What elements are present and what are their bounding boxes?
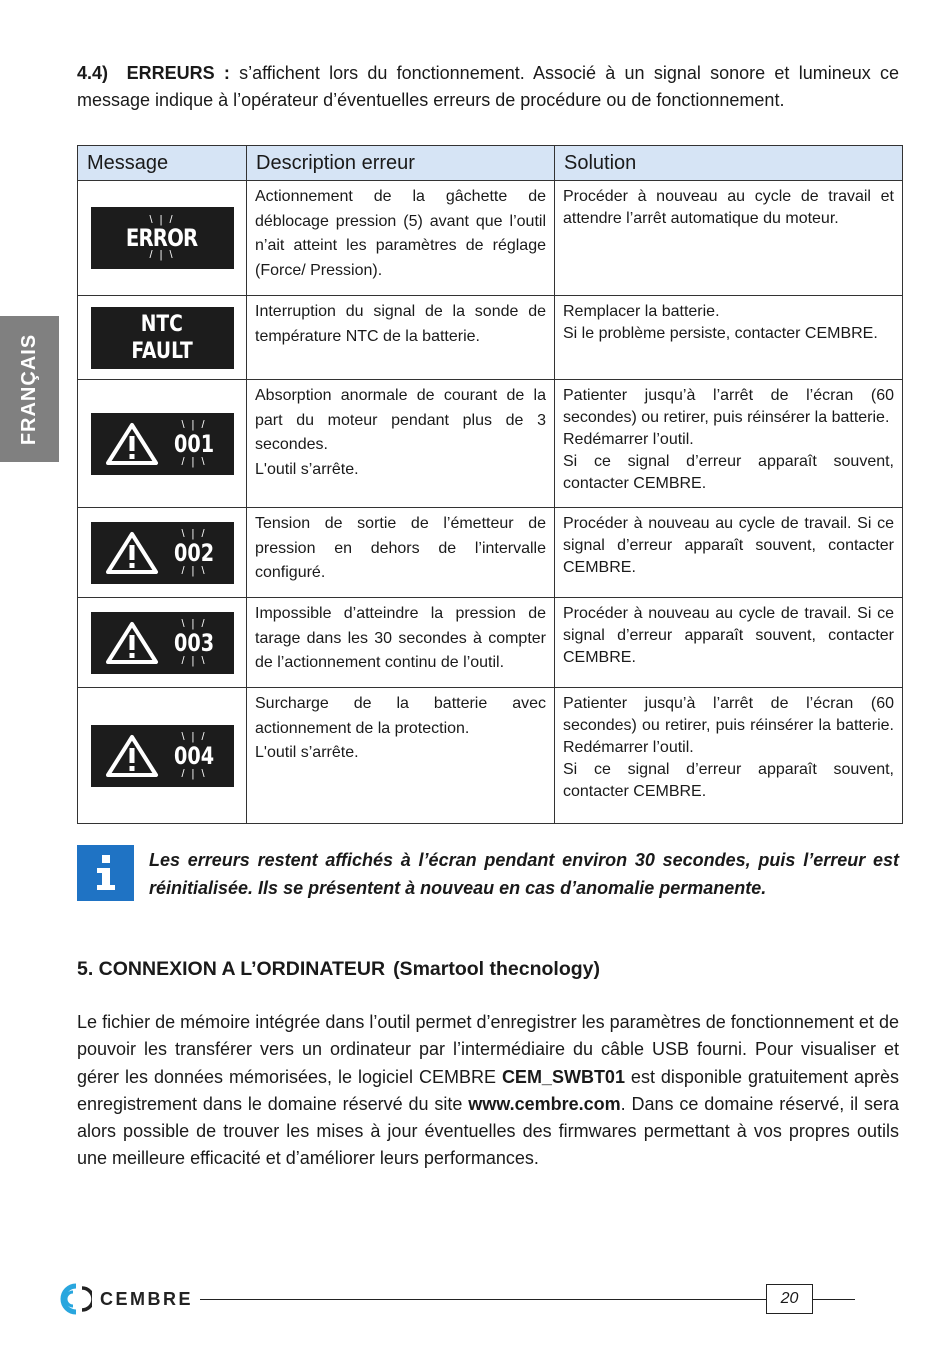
- header-solution: Solution: [555, 146, 903, 181]
- description-cell: [247, 508, 555, 598]
- solution-cell: [555, 508, 903, 598]
- page-number: 20: [766, 1284, 813, 1314]
- paragraph-text-3: . Dans ce domaine réservé, il sera alors possible de trouver les mises à jour éventuelles des firmwares permettant à vos propres outils une meilleure efficacité et d’améliorer leurs performances.: [77, 1093, 899, 1169]
- solution-line: Si ce signal d’erreur apparaît souvent, contacter CEMBRE.: [563, 761, 894, 800]
- description-cell: [247, 296, 555, 380]
- solution-line: Procéder à nouveau au cycle de travail et attendre l’arrêt automatique du moteur.: [563, 188, 894, 227]
- display-code: 001: [173, 429, 215, 458]
- display-ntc-fault: [91, 307, 234, 369]
- header-message: Message: [78, 146, 247, 181]
- language-tab-label: FRANÇAIS: [18, 333, 40, 445]
- footer-rule: [200, 1299, 766, 1300]
- display-code: 004: [173, 741, 215, 770]
- blink-rays-icon: / | \: [181, 767, 207, 780]
- blink-rays-icon: / | \: [181, 455, 207, 468]
- description-cell: [247, 181, 555, 296]
- table-header-row: [78, 146, 903, 181]
- blink-rays-icon: / | \: [181, 654, 207, 667]
- intro-text: s’affichent lors du fonctionnement. Associé à un signal sonore et lumineux ce message indique à l’opérateur d’éventuelles erreurs de procédure ou de fonctionnement.: [77, 63, 899, 110]
- description-line: L'outil s’arrête.: [255, 744, 359, 761]
- message-cell: [78, 380, 247, 508]
- errors-intro: [77, 60, 899, 114]
- section-5-subtitle: (Smartool thecnology): [393, 958, 600, 980]
- table-row: [78, 688, 903, 824]
- display-code: ERROR: [126, 224, 198, 252]
- intro-heading: ERREURS :: [126, 63, 230, 83]
- message-cell: [78, 508, 247, 598]
- warning-triangle-icon: [105, 530, 159, 576]
- display-code-003: [91, 612, 234, 674]
- display-line-2: FAULT: [131, 338, 193, 364]
- description-cell: [247, 688, 555, 824]
- table-row: [78, 598, 903, 688]
- message-cell: [78, 296, 247, 380]
- description-line: Interruption du signal de la sonde de température NTC de la batterie.: [255, 303, 546, 345]
- paragraph-text-1: Le fichier de mémoire intégrée dans l’outil permet d’enregistrer les paramètres de fonctionnement et de pouvoir les transférer vers un ordinateur par l’intermédiaire du câble USB fourni. Pour visualiser et gérer les données mémorisées, le logiciel CEMBRE: [77, 1012, 899, 1087]
- table-row: [78, 296, 903, 380]
- solution-line: Redémarrer l’outil.: [563, 431, 694, 448]
- solution-line: Procéder à nouveau au cycle de travail. Si ce signal d’erreur apparaît souvent, contacter CEMBRE.: [563, 515, 894, 576]
- description-line: Absorption anormale de courant de la part du moteur pendant plus de 3 secondes.: [255, 387, 546, 453]
- solution-cell: [555, 181, 903, 296]
- header-description: Description erreur: [247, 146, 555, 181]
- error-table: [77, 145, 903, 824]
- description-line: Impossible d’atteindre la pression de tarage dans les 30 secondes à compter de l’actionnement continu de l’outil.: [255, 605, 546, 671]
- table-row: [78, 181, 903, 296]
- message-cell: [78, 181, 247, 296]
- solution-cell: [555, 688, 903, 824]
- message-cell: [78, 688, 247, 824]
- info-note: [77, 845, 899, 901]
- website-link[interactable]: www.cembre.com: [468, 1093, 621, 1114]
- description-line: Surcharge de la batterie avec actionnement de la protection.: [255, 695, 546, 737]
- solution-line: Si le problème persiste, contacter CEMBRE.: [563, 325, 878, 342]
- table-row: [78, 508, 903, 598]
- warning-triangle-icon: [105, 733, 159, 779]
- warning-triangle-icon: [105, 620, 159, 666]
- display-code: 002: [173, 538, 215, 567]
- description-cell: [247, 598, 555, 688]
- description-line: Tension de sortie de l’émetteur de pression en dehors de l’intervalle configuré.: [255, 515, 546, 581]
- blink-rays-icon: / | \: [181, 564, 207, 577]
- solution-cell: [555, 296, 903, 380]
- solution-line: Si ce signal d’erreur apparaît souvent, contacter CEMBRE.: [563, 453, 894, 492]
- solution-line: Procéder à nouveau au cycle de travail. Si ce signal d’erreur apparaît souvent, contacter CEMBRE.: [563, 605, 894, 666]
- description-cell: [247, 380, 555, 508]
- message-cell: [78, 598, 247, 688]
- display-code-004: [91, 725, 234, 787]
- section-5-heading: 5. CONNEXION A L’ORDINATEUR: [77, 958, 386, 980]
- table-row: [78, 380, 903, 508]
- solution-line: Patienter jusqu’à l’arrêt de l’écran (60 secondes) ou retirer, puis réinsérer la batterie. Redémarrer l’outil.: [563, 695, 894, 756]
- section-5-title: [77, 955, 899, 983]
- solution-line: Patienter jusqu’à l’arrêt de l’écran (60 secondes) ou retirer, puis réinsérer la batterie.: [563, 387, 894, 426]
- blink-rays-icon: \ | /: [149, 214, 175, 226]
- description-line: L'outil s’arrête.: [255, 460, 359, 478]
- warning-triangle-icon: [105, 421, 159, 467]
- info-note-text: Les erreurs restent affichés à l’écran pendant environ 30 secondes, puis l’erreur est réinitialisée. Ils se présentent à nouveau en cas d’anomalie permanente.: [149, 850, 899, 898]
- display-line-1: NTC: [140, 311, 184, 337]
- description-line: Actionnement de la gâchette de déblocage pression (5) avant que l’outil n’ait atteint les paramètres de réglage (Force/ Pression).: [255, 188, 546, 279]
- solution-cell: [555, 598, 903, 688]
- language-tab: [0, 316, 59, 462]
- intro-number: 4.4): [77, 63, 109, 83]
- display-code-002: [91, 522, 234, 584]
- paragraph-text-2: est disponible gratuitement après enregistrement dans le domaine réservé du site: [77, 1066, 899, 1114]
- display-code-001: [91, 413, 234, 475]
- info-icon: [77, 845, 134, 901]
- solution-cell: [555, 380, 903, 508]
- footer-rule-end: [813, 1299, 855, 1300]
- display-code: 003: [173, 628, 215, 657]
- solution-line: Remplacer la batterie.: [563, 303, 720, 320]
- blink-rays-icon: \ | /: [181, 730, 207, 743]
- cembre-brand: CEMBRE: [100, 1288, 194, 1309]
- connection-paragraph: [77, 1009, 899, 1173]
- blink-rays-icon: \ | /: [181, 617, 207, 630]
- display-error: [91, 207, 234, 269]
- cembre-logo-icon: [60, 1283, 92, 1315]
- blink-rays-icon: / | \: [149, 249, 175, 261]
- blink-rays-icon: \ | /: [181, 418, 207, 431]
- cembre-logo: [60, 1283, 193, 1315]
- blink-rays-icon: \ | /: [181, 527, 207, 540]
- software-name: CEM_SWBT01: [501, 1066, 625, 1087]
